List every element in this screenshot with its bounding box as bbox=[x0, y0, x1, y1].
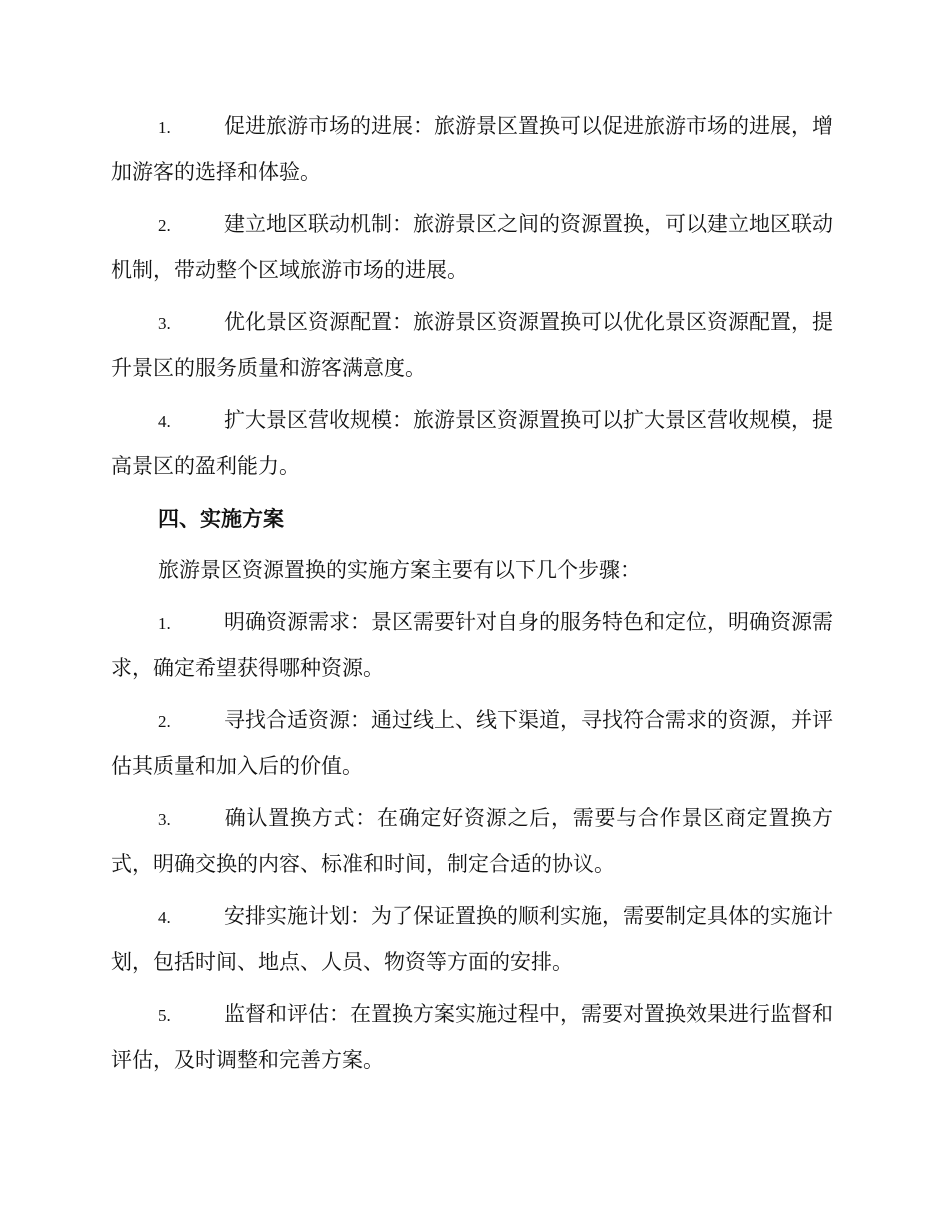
list-number: 4. bbox=[158, 412, 171, 431]
list-text: 优化景区资源配置：旅游景区资源置换可以优化景区资源配置，提升景区的服务质量和游客满意度。 bbox=[111, 310, 833, 380]
list-item bbox=[111, 202, 833, 293]
list-number: 3. bbox=[158, 314, 171, 333]
intro-paragraph: 旅游景区资源置换的实施方案主要有以下几个步骤： bbox=[158, 558, 641, 582]
list-item bbox=[111, 894, 833, 985]
list-item bbox=[111, 104, 833, 195]
list-item bbox=[111, 698, 833, 789]
list-number: 5. bbox=[158, 1006, 171, 1025]
list-number: 1. bbox=[158, 118, 171, 137]
document-body bbox=[111, 104, 833, 1090]
list-number: 1. bbox=[158, 614, 171, 633]
section-heading: 四、实施方案 bbox=[158, 506, 284, 531]
list-item bbox=[111, 398, 833, 489]
list-text: 监督和评估：在置换方案实施过程中，需要对置换效果进行监督和评估，及时调整和完善方案。 bbox=[111, 1002, 833, 1072]
list-item bbox=[111, 992, 833, 1083]
list-number: 2. bbox=[158, 712, 171, 731]
list-text: 促进旅游市场的进展：旅游景区置换可以促进旅游市场的进展，增加游客的选择和体验。 bbox=[111, 114, 833, 184]
list-item bbox=[111, 300, 833, 391]
list-text: 扩大景区营收规模：旅游景区资源置换可以扩大景区营收规模，提高景区的盈利能力。 bbox=[111, 408, 833, 478]
list-item bbox=[111, 796, 833, 887]
list-text: 确认置换方式：在确定好资源之后，需要与合作景区商定置换方式，明确交换的内容、标准和时间，制定合适的协议。 bbox=[111, 806, 833, 876]
list-text: 寻找合适资源：通过线上、线下渠道，寻找符合需求的资源，并评估其质量和加入后的价值。 bbox=[111, 708, 833, 778]
list-text: 安排实施计划：为了保证置换的顺利实施，需要制定具体的实施计划，包括时间、地点、人员、物资等方面的安排。 bbox=[111, 904, 833, 974]
list-number: 3. bbox=[158, 810, 171, 829]
list-text: 建立地区联动机制：旅游景区之间的资源置换，可以建立地区联动机制，带动整个区域旅游市场的进展。 bbox=[111, 212, 833, 282]
list-text: 明确资源需求：景区需要针对自身的服务特色和定位，明确资源需求，确定希望获得哪种资源。 bbox=[111, 610, 833, 680]
list-number: 4. bbox=[158, 908, 171, 927]
list-item bbox=[111, 600, 833, 691]
list-number: 2. bbox=[158, 216, 171, 235]
